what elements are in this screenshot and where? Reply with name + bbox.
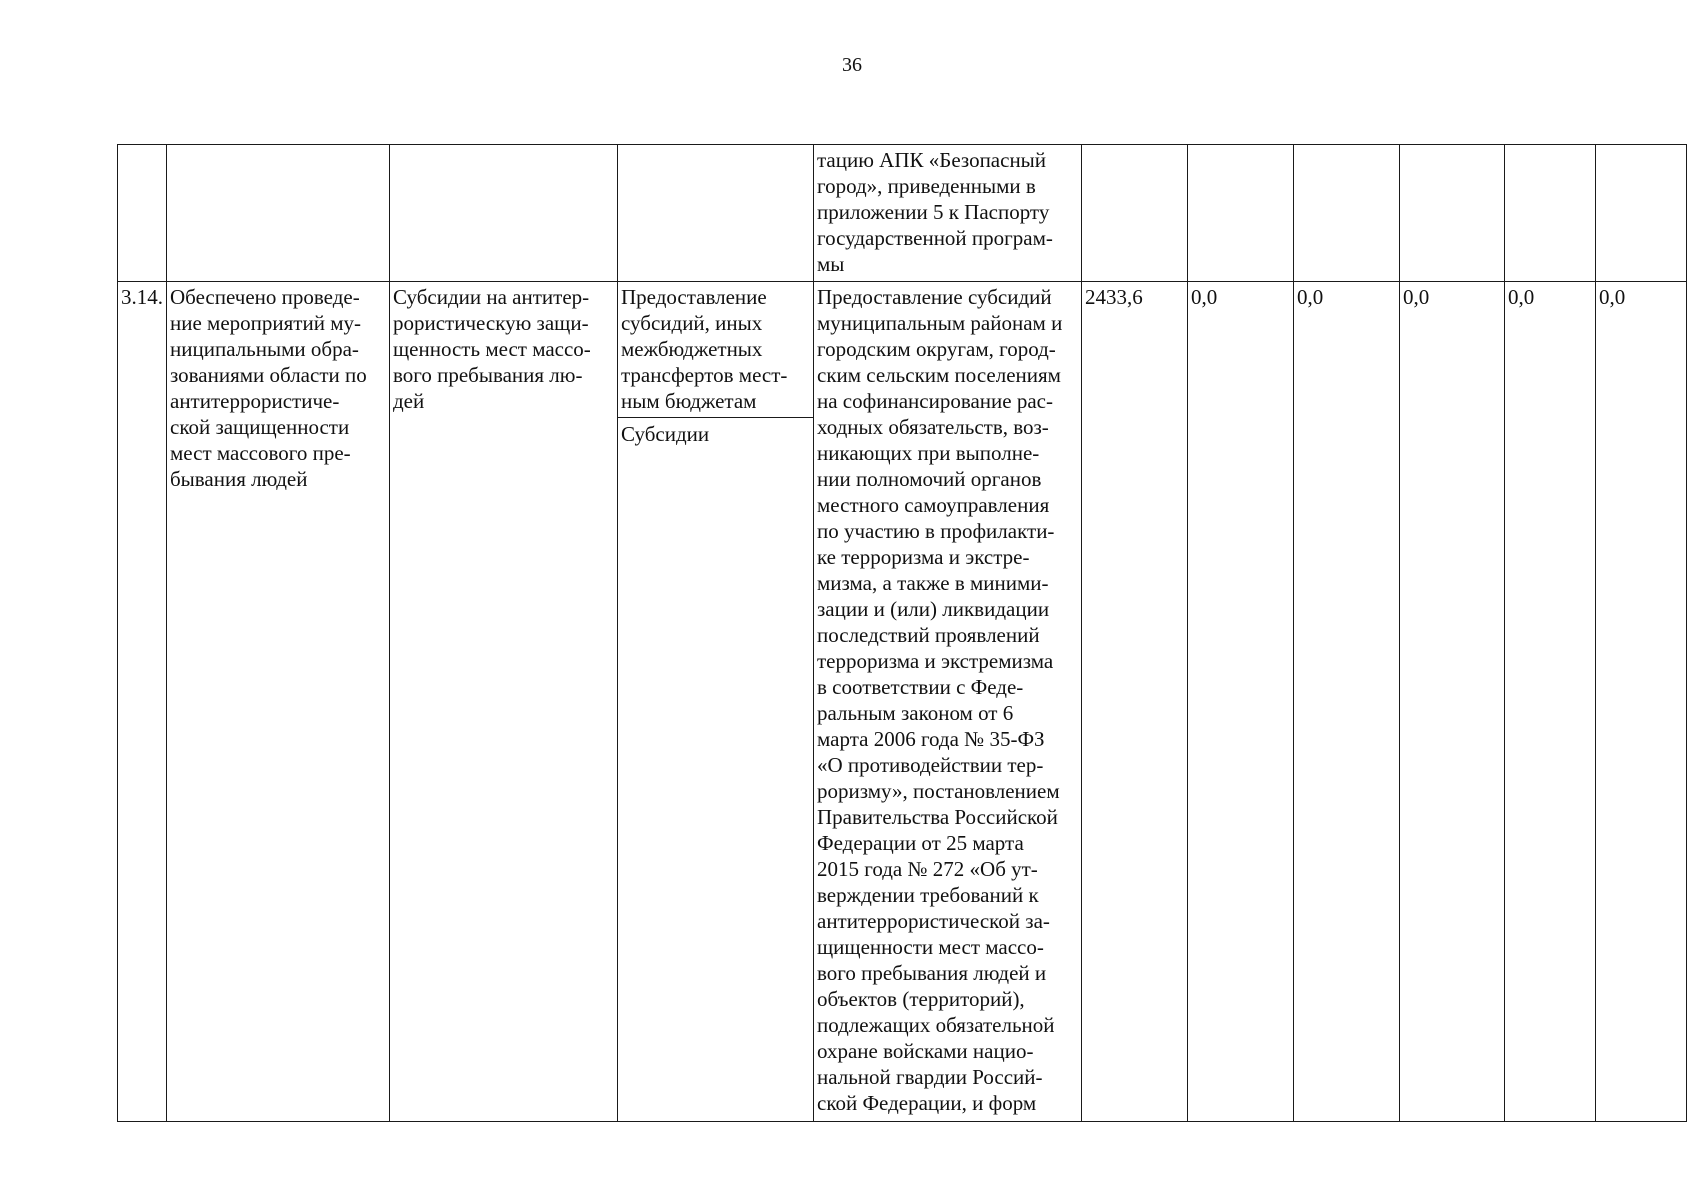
- cell-expected-result: Обеспечено проведе- ние мероприятий му- ниципальными обра- зованиями области по антитеррористиче- ской защищенности мест массового пре- бывания людей: [167, 282, 390, 1122]
- cell-number-empty: [118, 145, 167, 282]
- cell-value-empty: [1188, 145, 1294, 282]
- continuation-row: [118, 145, 1687, 282]
- cell-value-empty: [1505, 145, 1596, 282]
- cell-value-4: 0,0: [1400, 282, 1505, 1122]
- cell-value-1: 2433,6: [1082, 282, 1188, 1122]
- cell-value-empty: [1400, 145, 1505, 282]
- cell-value-empty: [1294, 145, 1400, 282]
- table-row-3-14: [118, 282, 1687, 1122]
- cell-value-empty: [1596, 145, 1687, 282]
- program-measures-table: [117, 144, 1687, 1122]
- cell-row-number: 3.14.: [118, 282, 167, 1122]
- mechanism-transfers: Предоставление субсидий, иных межбюджетных трансфертов мест- ным бюджетам: [618, 282, 813, 418]
- cell-result-empty: [167, 145, 390, 282]
- cell-mechanism: [618, 282, 814, 1122]
- cell-value-empty: [1082, 145, 1188, 282]
- mechanism-subsidies: Субсидии: [621, 422, 710, 446]
- cell-measure-continuation: тацию АПК «Безопасный город», приведенными в приложении 5 к Паспорту государственной програм- мы: [814, 145, 1082, 282]
- cell-value-3: 0,0: [1294, 282, 1400, 1122]
- cell-value-6: 0,0: [1596, 282, 1687, 1122]
- cell-value-2: 0,0: [1188, 282, 1294, 1122]
- cell-mechanism-empty: [618, 145, 814, 282]
- cell-measure-description: Предоставление субсидий муниципальным районам и городским округам, город- ским сельским поселениям на софинансирование рас- ходных обязательств, воз- никающих при выполне- нии полномочий органов местного самоуправления по участию в профилакти- ке терроризма и экстре- мизма, а также в миними- зации и (или) ликвидации последствий проявлений терроризма и экстремизма в соответствии с Феде- ральным законом от 6 марта 2006 года № 35-ФЗ «О противодействии тер- роризму», постановлением Правительства Российской Федерации от 25 марта 2015 года № 272 «Об ут- верждении требований к антитеррористической за- щищенности мест массо- вого пребывания людей и объектов (территорий), подлежащих обязательной охране войсками нацио- нальной гвардии Россий- ской Федерации, и форм: [814, 282, 1082, 1122]
- cell-value-5: 0,0: [1505, 282, 1596, 1122]
- page-number: 36: [842, 54, 862, 76]
- cell-event-empty: [390, 145, 618, 282]
- cell-event-name: Субсидии на антитер- рористическую защи- щенность мест массо- вого пребывания лю- дей: [390, 282, 618, 1122]
